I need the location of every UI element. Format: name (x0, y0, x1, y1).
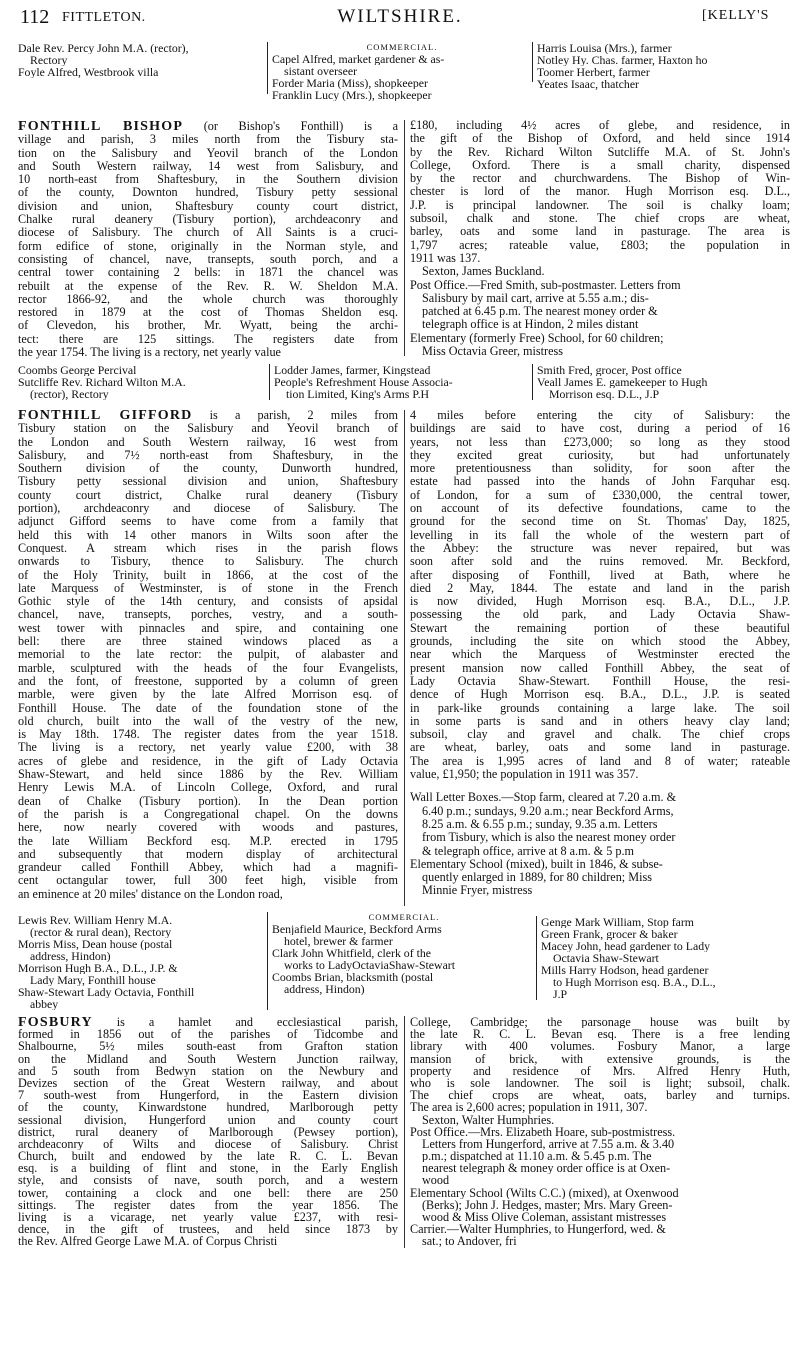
text-line: Stewart the remaining portion of these beautiful (410, 621, 790, 635)
entry-continuation: sat.; to Andover, fri (422, 1235, 517, 1248)
paragraph (410, 409, 790, 781)
entry-continuation: Minnie Fryer, mistress (422, 884, 533, 898)
text-line: The chief crops are wheat, oats, barley and turnips. (410, 1089, 790, 1102)
entry-continuation: wood & Miss Olive Coleman, assistant mistresses (422, 1211, 667, 1224)
directory-entry (541, 940, 793, 964)
entry-line: Shaw-Stewart Lady Octavia, Fonthill (18, 986, 195, 998)
text-line: after disposing of Fonthill, lived at Bath, where he (410, 568, 790, 582)
text-line: J.P. is principal landowner. The soil is chalky loam; (410, 198, 790, 212)
entry-continuation: J.P (553, 988, 568, 1000)
sexton: Sexton, Walter Humphries. (422, 1113, 555, 1126)
text-line: rector 1866-92, and the whole church was thoroughly (18, 292, 398, 306)
text-line: in some parts is sand and in others heavy clay land; (410, 714, 790, 728)
text-line: rebuilt at the expense of the Rev. R. W. Sheldon M.A. (18, 279, 398, 293)
text-line: levelling in its fall the whole of the western part of (410, 528, 790, 542)
entry-continuation: Morrison esq. D.L., J.P (549, 388, 660, 400)
entry-continuation: address, Hindon) (30, 950, 111, 962)
text-line: Fonthill House. The date of the foundation stone of the (18, 701, 398, 715)
text-line: chester is lord of the manor. Hugh Morrison esq. D.L., (410, 185, 790, 199)
notes (410, 1126, 790, 1248)
directory-entry (18, 42, 266, 66)
entry-line: Elementary School (Wilts C.C.) (mixed), at Oxenwood (410, 1186, 679, 1199)
text-line: Shaw-Stewart, and held since 1886 by the Rev. William (18, 768, 398, 782)
text-line: marble, sculptured with the heads of the four Evangelists, (18, 661, 398, 675)
entry-continuation: Octavia Shaw-Stewart (553, 952, 659, 964)
text-line: Tisbury petty sessional division and union, Shaftesbury (18, 475, 398, 489)
commercial-label: COMMERCIAL. (368, 912, 440, 922)
directory-entry (274, 376, 532, 400)
text-line: possessing the old park, and Lady Octavia Shaw- (410, 608, 790, 622)
fonthill-gifford-residents-b (267, 912, 536, 1010)
text-line: is May 18th. 1748. The register dates from the year 1518. (18, 728, 398, 742)
entry-continuation: tion Limited, King's Arms P.H (286, 388, 430, 400)
text-line: and 5 south from Bedwyn station on the Newbury and (18, 1064, 398, 1077)
text-line: Conquest. A stream which rises in the parish flows (18, 541, 398, 555)
entry-continuation: Lady Mary, Fonthill house (30, 974, 156, 986)
text-line: portion), archdeaconry and diocese of Salisbury. The (18, 502, 398, 516)
directory-entry (18, 364, 266, 376)
entry-continuation: (rector), Rectory (30, 388, 109, 400)
text-line: acres of glebe and residence, in the gift of Lady Octavia (18, 754, 398, 768)
directory-entry (541, 964, 793, 1000)
parish-heading-line (18, 120, 398, 133)
text-line: style, and consists of nave, south porch, and a western (18, 1174, 398, 1187)
text-line: dence of Hugh Morrison esq. B.A., D.L., J.P. is seated (410, 688, 790, 702)
entry-line: Notley Hy. Chas. farmer, Haxton ho (537, 54, 708, 66)
text-line: present mansion now called Fonthill Abbey, the seat of (410, 661, 790, 675)
entry-line: Genge Mark William, Stop farm (541, 916, 694, 928)
text-line: division and union, Shaftesbury county court district, (18, 199, 398, 213)
text-line: living is a vicarage, net yearly value £237, with resi- (18, 1211, 398, 1224)
text-line: sessional division, Hungerford union and county court (18, 1113, 398, 1126)
entry-line: Yeates Isaac, thatcher (537, 78, 639, 90)
parish-heading: FONTHILL GIFFORD (18, 409, 193, 423)
text-line: formed in 1856 out of the parishes of Tidcombe and (18, 1028, 398, 1041)
paragraph (18, 422, 398, 901)
entry-continuation: (Berks); John J. Hedges, master; Mrs. Mary Green- (422, 1198, 673, 1211)
directory-entry (537, 364, 793, 376)
text-line: more pretentiousness than solidity, for soon after the (410, 462, 790, 476)
running-head-publisher: [KELLY'S (702, 8, 770, 23)
directory-entry (410, 858, 790, 898)
entry-continuation: Letters from Hungerford, arrive at 7.55 a.m. & 3.40 (422, 1137, 675, 1151)
text-line: the year 1754. The living is a rectory, net yearly value (18, 346, 281, 360)
paragraph (410, 1016, 790, 1114)
text-line: Henry Lewis M.A. of Lincoln College, Oxford, and rural (18, 781, 398, 795)
entry-line: Morrison Hugh B.A., D.L., J.P. & (18, 962, 178, 974)
text-line: years, not less than £273,000; so long as they stood (410, 435, 790, 449)
directory-entry (272, 947, 536, 971)
text-line: £180, including 4½ acres of glebe, and residence, in (410, 119, 790, 132)
entry-line: Coombs George Percival (18, 364, 137, 376)
text-line: onwards to Tisbury, thence to Salisbury. The church (18, 555, 398, 569)
text-line: memorial to the late rector: the pulpit, of alabaster and (18, 648, 398, 662)
text-line: Church, built and endowed by the late R. C. L. Bevan (18, 1150, 398, 1163)
fonthill-bishop-residents-c (532, 364, 793, 400)
text-line: Gothic style of the 14th century, and consists of apsidal (18, 595, 398, 609)
directory-entry (541, 916, 793, 928)
parish-heading-line (18, 409, 398, 422)
entry-line: Veall James E. gamekeeper to Hugh (537, 376, 708, 388)
directory-entry (18, 914, 266, 938)
directory-entry (274, 364, 532, 376)
text-line: by the Rev. Richard Wilton Sutcliffe M.A. of St. John's (410, 145, 790, 159)
directory-entry (272, 77, 532, 89)
text-line: near which the Marquess of Westminster erected the (410, 648, 790, 662)
entry-continuation: Salisbury by mail cart, arrive at 5.55 a.m.; dis- (422, 291, 649, 305)
parish-lead: (or Bishop's Fonthill) is a (183, 120, 398, 133)
text-line: the late William Beckford esq. M.P. erected in 1795 (18, 834, 398, 848)
text-line: central tower containing 2 bells: in 1871 the chancel was (18, 266, 398, 280)
text-line: esq. is a building of flint and stone, in the Early English (18, 1162, 398, 1175)
text-line: soon after sold and the ruins removed. Mr. Beckford, (410, 555, 790, 569)
directory-entry (410, 1187, 790, 1224)
text-line: sittings. The register dates from the year 1856. The (18, 1198, 398, 1211)
text-line: old church, built into the wall of the vestry of the new, (18, 714, 398, 728)
directory-entry (272, 971, 536, 995)
text-line: Shalbourne, 5½ miles south-east from Grafton station (18, 1040, 398, 1053)
entry-line: Sutcliffe Rev. Richard Wilton M.A. (18, 376, 186, 388)
entry-line: Capel Alfred, market gardener & as- (272, 53, 445, 65)
entry-continuation: from Tisbury, which is also the nearest money order (422, 831, 676, 845)
column-rule (404, 410, 405, 906)
directory-entry (272, 89, 532, 101)
entry-line: Toomer Herbert, farmer (537, 66, 650, 78)
entry-line: Green Frank, grocer & baker (541, 928, 678, 940)
directory-entry (18, 938, 266, 962)
text-line: of the Holy Trinity, built in 1866, at the cost of the (18, 568, 398, 582)
entry-line: Mills Harry Hodson, head gardener (541, 964, 709, 976)
text-line: mansion of brick, with extensive grounds, is the (410, 1052, 790, 1065)
entry-line: Harris Louisa (Mrs.), farmer (537, 42, 672, 54)
paragraph (18, 1028, 398, 1247)
text-line: Devizes section of the Great Western railway, and about (18, 1076, 398, 1090)
entry-line: Carrier.—Walter Humphries, to Hungerford, wed. & (410, 1223, 666, 1236)
entry-continuation: Miss Octavia Greer, mistress (422, 345, 563, 359)
fonthill-gifford-left (18, 409, 398, 901)
fosbury-left (18, 1016, 398, 1248)
directory-entry (537, 78, 793, 90)
fittleton-commercial-b (532, 42, 793, 90)
directory-entry (18, 376, 266, 400)
text-line: Southern division of the county, Dunworth hundred, (18, 462, 398, 476)
text-line: Lady Octavia Shaw-Stewart. Fonthill House, the resi- (410, 674, 790, 688)
text-line: they excited great curiosity, but had unfortunately (410, 448, 790, 462)
column-rule (404, 120, 405, 356)
entry-line: Elementary (formerly Free) School, for 60 children; (410, 331, 664, 345)
directory-entry (272, 923, 536, 947)
text-line: is now divided, Hugh Morrison esq. B.A., D.L., J.P. (410, 595, 790, 609)
entry-continuation: address, Hindon) (284, 983, 365, 995)
text-line: restored in 1879 at the cost of Thomas Sheldon esq. (18, 306, 398, 320)
directory-entry (272, 53, 532, 77)
notes (410, 279, 790, 359)
entry-line: Macey John, head gardener to Lady (541, 940, 711, 952)
text-line: tion on the Salisbury and Yeovil branch of the London (18, 146, 398, 160)
entry-continuation: telegraph office is at Hindon, 2 miles distant (422, 318, 639, 332)
text-line: cent octangular tower, full 300 feet high, visible from (18, 874, 398, 888)
text-line: tower, containing a clock and one bell: there are 250 (18, 1186, 398, 1199)
text-line: district, rural deanery of Marlborough (Pewsey portion), (18, 1125, 398, 1138)
commercial-label: COMMERCIAL. (366, 42, 438, 52)
text-line: dean of Chalke (Tisbury portion). In the Dean portion (18, 794, 398, 808)
text-line: bell: there are three stained windows placed as a (18, 635, 398, 649)
paragraph (18, 133, 398, 359)
entry-continuation: sistant overseer (284, 65, 358, 77)
sexton: Sexton, James Buckland. (422, 265, 545, 279)
parish-heading-line (18, 1016, 398, 1028)
directory-entry (410, 791, 790, 857)
text-line: of London, for a sum of £330,000, the central tower, (410, 488, 790, 502)
text-line: dence, in the gift of trustees, and held since 1873 by (18, 1223, 398, 1236)
entry-continuation: 8.25 a.m. & 6.55 p.m.; sunday, 9.35 a.m. Letters (422, 817, 658, 831)
text-line: 7 south-west from Hungerford, in the Eastern division (18, 1089, 398, 1102)
text-line: library with 400 volumes. Fosbury Manor, a large (410, 1040, 790, 1053)
notes (410, 791, 790, 897)
text-line: Chalke rural deanery (Tisbury portion), archdeaconry and (18, 213, 398, 227)
text-line: village and parish, 3 miles north from the Tisbury sta- (18, 133, 398, 147)
text-line: held this with 14 other manors in Wilts soon after the (18, 528, 398, 542)
text-line: marble, were given by the late Alfred Morrison esq. of (18, 688, 398, 702)
entry-continuation: Rectory (30, 54, 68, 66)
text-line: the Abbey: the structure was never repaired, but was (410, 541, 790, 555)
text-line: and South Western railway, 14 west from Salisbury, and (18, 159, 398, 173)
text-line: College, Cambridge; the parsonage house was built by (410, 1016, 790, 1029)
text-line: diocese of Salisbury. The church of All Saints is a cruci- (18, 226, 398, 240)
text-line: died 2 May, 1844. The estate and land in the parish (410, 581, 790, 595)
page-number: 112 (20, 6, 50, 28)
fonthill-gifford-residents-a (18, 914, 266, 1010)
entry-line: Morris Miss, Dean house (postal (18, 938, 173, 950)
running-head-place: FITTLETON. (62, 10, 146, 25)
fonthill-bishop-residents-b (269, 364, 532, 400)
parish-heading: FONTHILL BISHOP (18, 120, 184, 134)
entries (272, 923, 536, 995)
text-line: the late R. C. L. Bevan esq. There is a free lending (410, 1028, 790, 1041)
entry-continuation: works to LadyOctaviaShaw-Stewart (284, 959, 456, 971)
text-line: chancel, nave, transepts, porches, vestry, and a south- (18, 608, 398, 622)
entry-line: Coombs Brian, blacksmith (postal (272, 971, 434, 983)
text-line: who is sole landowner. The soil is light; subsoil, chalk. (410, 1076, 790, 1090)
entry-line: Wall Letter Boxes.—Stop farm, cleared at 7.20 a.m. & (410, 791, 677, 805)
text-line: west tower with pinnacles and spire, and containing one (18, 621, 398, 635)
entry-line: People's Refreshment House Associa- (274, 376, 453, 388)
text-line: an eminence at 20 miles' distance on the London road, (18, 887, 283, 901)
text-line: grandeur called Fonthill Abbey, which had a magnifi- (18, 861, 398, 875)
column-rule (404, 1016, 405, 1248)
entry-continuation: p.m.; dispatched at 11.10 a.m. & 5.45 p.m. The (422, 1150, 652, 1163)
text-line: subsoil, clay and gravel and chalk. The chief crops (410, 728, 790, 742)
text-line: subsoil, chalk and stone. The chief crops are wheat, (410, 212, 790, 226)
fonthill-gifford-right (410, 409, 790, 898)
fittleton-commercial-a (267, 42, 532, 101)
text-line: the Rev. Alfred George Lawe M.A. of Corpus Christi (18, 1235, 278, 1248)
text-line: of Clevedon, his brother, Mr. Wyatt, being the archi- (18, 319, 398, 333)
entry-line: Smith Fred, grocer, Post office (537, 364, 682, 376)
text-line: by the rector and churchwardens. The Bishop of Win- (410, 172, 790, 186)
text-line: 4 miles before entering the city of Salisbury: the (410, 409, 790, 422)
text-line: The area is 1,995 acres of land and 8 of water; rateable (410, 754, 790, 768)
parish-lead: is a hamlet and ecclesiastical parish, (92, 1016, 398, 1029)
entry-line: Lewis Rev. William Henry M.A. (18, 914, 173, 926)
directory-entry (537, 42, 793, 54)
text-line: adjunct Gifford seems to have come from a family that (18, 515, 398, 529)
text-line: on the Midland and South Western Junction railway, (18, 1052, 398, 1065)
text-line: The area is 2,600 acres; population in 1911, 307. (410, 1101, 648, 1114)
entry-line: Dale Rev. Percy John M.A. (rector), (18, 42, 189, 54)
directory-entry (410, 279, 790, 332)
text-line: barley, oats and some land in pasturage. The area is (410, 225, 790, 239)
entry-line: Franklin Lucy (Mrs.), shopkeeper (272, 89, 432, 101)
text-line: are wheat, barley, oats and some land in pasturage. (410, 741, 790, 755)
text-line: buildings are said to have cost, during a period of 16 (410, 422, 790, 436)
text-line: 1911 was 137. (410, 251, 481, 265)
running-head-county: WILTSHIRE. (337, 6, 463, 27)
text-line: 10 north-east from Shaftesbury, in the Southern division (18, 173, 398, 187)
text-line: on account of its defective foundations, came to the (410, 502, 790, 516)
directory-entry (18, 66, 266, 78)
entry-continuation: & telegraph office, arrive at 8 a.m. & 5 p.m (422, 844, 634, 858)
entry-line: Lodder James, farmer, Kingstead (274, 364, 431, 376)
text-line: 1,797 acres; rateable value, £803; the population in (410, 238, 790, 252)
directory-entry (410, 1223, 790, 1247)
text-line: consisting of chancel, nave, transepts, south porch, and a (18, 252, 398, 266)
parish-heading: FOSBURY (18, 1016, 93, 1029)
entry-line: Forder Maria (Miss), shopkeeper (272, 77, 428, 89)
entry-line: Elementary School (mixed), built in 1846, & subse- (410, 857, 663, 871)
text-line: ground for the second time on St. Thomas' Day, 1825, (410, 515, 790, 529)
entry-continuation: wood (422, 1174, 450, 1187)
entry-line: Clark John Whitfield, clerk of the (272, 947, 431, 959)
text-line: archdeaconry of Wilts and diocese of Salisbury. Christ (18, 1137, 398, 1151)
text-line: and the font, of freestone, supported by a column of green (18, 674, 398, 688)
text-line: in park-like grounds containing a large lake. The soil (410, 701, 790, 715)
text-line: the London and South Western railway, 16 west from (18, 435, 398, 449)
directory-entry (410, 1126, 790, 1187)
paragraph (410, 119, 790, 265)
text-line: The living is a rectory, net yearly value £200, with 38 (18, 741, 398, 755)
text-line: and subsequently that modern display of architectural (18, 847, 398, 861)
directory-entry (541, 928, 793, 940)
entry-line: Post Office.—Mrs. Elizabeth Hoare, sub-postmistress. (410, 1125, 676, 1138)
entry-line: Benjafield Maurice, Beckford Arms (272, 923, 442, 935)
directory-entry (18, 962, 266, 986)
directory-entry (537, 66, 793, 78)
text-line: of the county, Downton hundred, Tisbury petty sessional (18, 186, 398, 200)
text-line: College, Oxford. There is a small charity, dispensed (410, 158, 790, 172)
entry-line: Post Office.—Fred Smith, sub-postmaster. Letters from (410, 278, 681, 292)
text-line: the gift of the Bishop of Oxford, and held since 1914 (410, 132, 790, 146)
text-line: late Marquess of Westminster, is of stone in the French (18, 581, 398, 595)
directory-entry (537, 54, 793, 66)
fonthill-bishop-left (18, 120, 398, 359)
text-line: value, £1,950; the population in 1911 was 357. (410, 768, 639, 782)
fonthill-bishop-right (410, 119, 790, 358)
entry-continuation: patched at 6.45 p.m. The nearest money order & (422, 305, 658, 319)
directory-entry (18, 986, 266, 1010)
text-line: property and residence of Mrs. Alfred Henry Huth, (410, 1064, 790, 1077)
fonthill-gifford-residents-c (536, 916, 793, 1000)
fonthill-bishop-residents-a (18, 364, 266, 400)
directory-entry (537, 376, 793, 400)
entry-continuation: 6.40 p.m.; sundays, 9.20 a.m.; near Beckford Arms, (422, 804, 674, 818)
text-line: of the parish is a Congregational chapel. On the downs (18, 807, 398, 821)
entry-continuation: abbey (30, 998, 59, 1010)
text-line: of the county, Kinwardstone hundred, Marlborough petty (18, 1101, 398, 1114)
text-line: estate had passed into the hands of John Farquhar esq. (410, 475, 790, 489)
text-line: Tisbury station on the Salisbury and Yeovil branch of (18, 422, 398, 436)
text-line: grounds, including the site on which stood the Abbey, (410, 635, 790, 649)
entry-line: Foyle Alfred, Westbrook villa (18, 66, 159, 78)
fosbury-right (410, 1016, 790, 1248)
text-line: here, now nearly covered with woods and pastures, (18, 821, 398, 835)
entry-continuation: nearest telegraph & money order office is at Oxen- (422, 1162, 671, 1175)
entry-continuation: hotel, brewer & farmer (284, 935, 393, 947)
text-line: Salisbury, and 7½ north-east from Shaftesbury, in the (18, 448, 398, 462)
parish-lead: is a parish, 2 miles from (192, 409, 398, 422)
text-line: county court district, Chalke rural deanery (Tisbury (18, 488, 398, 502)
entry-continuation: quently enlarged in 1889, for 80 children; Miss (422, 871, 652, 885)
entries (272, 53, 532, 101)
entry-continuation: to Hugh Morrison esq. B.A., D.L., (553, 976, 716, 988)
directory-entry (410, 332, 790, 359)
text-line: tect: there are 125 sittings. The registers date from (18, 332, 398, 346)
text-line: form edifice of stone, originally in the Norman style, and (18, 239, 398, 253)
fittleton-private-residents (18, 42, 266, 78)
entry-continuation: (rector & rural dean), Rectory (30, 926, 172, 938)
